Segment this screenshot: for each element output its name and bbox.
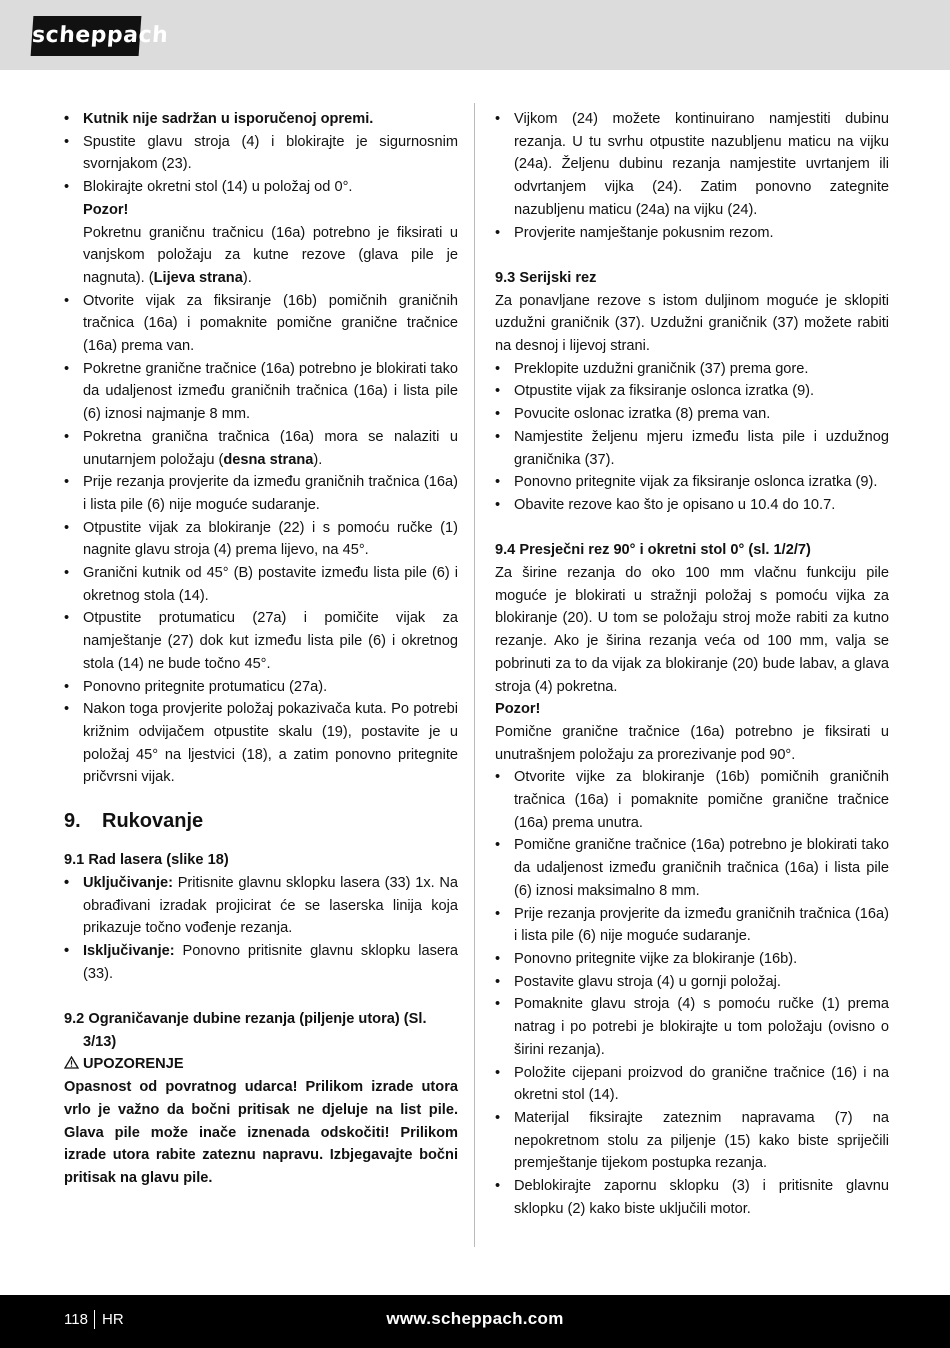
list-item: • Provjerite namještanje pokusnim rezom. xyxy=(495,224,774,241)
language-code: HR xyxy=(102,1311,124,1328)
section-heading xyxy=(64,807,458,835)
crosscut-list xyxy=(495,766,889,1220)
depth-adjust-list xyxy=(495,108,889,244)
list-item: • Ponovno pritegnite protumaticu (27a). xyxy=(64,678,328,695)
list-item: • Vijkom (24) možete kontinuirano namjestiti dubinu rezanja. U tu svrhu otpustite nazubljenu maticu na vijku (24a). Željenu dubinu rezanja namjestite uvrtanjem ili odvrtanjem vijka (24). Zatim ponovno zategnite nazubljenu maticu (24a) na vijku (24). xyxy=(495,111,889,218)
right-column xyxy=(495,108,889,1220)
page-number: 118 xyxy=(64,1311,88,1328)
list-item: • Granični kutnik od 45° (B) postavite između lista pile (6) i okretnog stola (14). xyxy=(64,565,458,604)
subsection-title-laser: 9.1 Rad lasera (slike 18) xyxy=(64,852,229,869)
list-item: • Prije rezanja provjerite da između graničnih tračnica (16a) i lista pile (6) nije moguće sudaranje. xyxy=(64,474,458,513)
left-column xyxy=(64,108,458,1190)
list-item: • Uključivanje: Pritisnite glavnu sklopku lasera (33) 1x. Na obrađivani izradak projicirat će se laserska linija koja prikazuje točno vođenje rezanja. xyxy=(64,874,458,937)
caution-label: Pozor! xyxy=(495,701,541,718)
list-item: • Blokirajte okretni stol (14) u položaj od 0°. xyxy=(64,179,353,196)
list-item: • Namjestite željenu mjeru između lista pile i uzdužnog graničnika (37). xyxy=(495,428,889,468)
subsection-title-depth: 9.2 Ograničavanje dubine rezanja (piljenje utora) (Sl. 3/13) xyxy=(64,1011,427,1050)
list-item: • Pomične granične tračnice (16a) potrebno je blokirati tako da udaljenost između graničnih tračnica (16a) i lista pile (6) iznosi maksimalno 8 mm. xyxy=(495,837,889,899)
list-item: • Pokretne granične tračnice (16a) potrebno je blokirati tako da udaljenost između graničnih tračnica (16a) i lista pile (6) iznosi najmanje 8 mm. xyxy=(64,360,458,423)
note-text: Pozor! xyxy=(83,201,129,218)
list-item: • Preklopite uzdužni graničnik (37) prema gore. xyxy=(495,360,809,377)
list-item: • Ponovno pritegnite vijak za fiksiranje oslonca izratka (9). xyxy=(495,474,878,491)
page-footer xyxy=(0,1295,950,1348)
list-item: • Spustite glavu stroja (4) i blokirajte je sigurnosnim svornjakom (23). xyxy=(64,133,458,173)
subsection-title-serial: 9.3 Serijski rez xyxy=(495,269,597,286)
list-item: • Materijal fiksirajte zateznim napravama (7) na nepokretnom stolu za piljenje (15) kako biste spriječili premještanje tijekom postupka rezanja. xyxy=(495,1109,889,1172)
list-item: • Položite cijepani proizvod do granične tračnice (16) i na okretni stol (14). xyxy=(495,1064,889,1104)
list-item: • Otpustite vijak za fiksiranje oslonca izratka (9). xyxy=(495,383,815,400)
list-item: • Pokretna granična tračnica (16a) mora se nalaziti u unutarnjem položaju (desna strana). xyxy=(64,428,458,468)
column-divider xyxy=(474,103,475,1247)
website-link[interactable]: www.scheppach.com xyxy=(386,1309,564,1328)
list-item: • Postavite glavu stroja (4) u gornji položaj. xyxy=(495,973,781,990)
caution-text: Pomične granične tračnice (16a) potrebno je fiksirati u unutrašnjem položaju za prorezivanje pod 90°. xyxy=(495,723,889,763)
left-bullet-list xyxy=(64,108,458,789)
list-item: • Pomaknite glavu stroja (4) s pomoću ručke (1) prema natrag i po potrebi je blokirajte u tom položaju (ovisno o širini rezanja). xyxy=(495,996,889,1058)
list-item: • Kutnik nije sadržan u isporučenoj opremi. xyxy=(64,111,374,127)
page-header xyxy=(0,0,950,70)
section-title: Rukovanje xyxy=(102,810,204,833)
list-item: • Nakon toga provjerite položaj pokazivača kuta. Po potrebi križnim odvijačem otpustite skalu (19), postavite je u položaj 45° na ljestvici (18), a zatim ponovno pritegnite pričvrsni vijak. xyxy=(64,701,458,786)
list-item: • Prije rezanja provjerite da između graničnih tračnica (16a) i lista pile (6) nije moguće sudaranje. xyxy=(495,905,889,945)
serial-cut-list xyxy=(495,358,889,517)
list-item: • Otpustite vijak za blokiranje (22) i s pomoću ručke (1) nagnite glavu stroja (4) prema lijevo, na 45°. xyxy=(64,519,458,559)
list-item: • Ponovno pritegnite vijke za blokiranje (16b). xyxy=(495,950,798,967)
list-item: • Otpustite protumaticu (27a) i pomičite vijak za namještanje (27) dok kut između lista pile (6) i okretnog stola (14) ne bude točno 45°. xyxy=(64,610,458,672)
scheppach-logo: scheppach xyxy=(31,16,142,56)
warning-text: Opasnost od povratnog udarca! Prilikom izrade utora vrlo je važno da bočni pritisak ne djeluje na list pile. Glava pile može inače iznenada odskočiti! Prilikom izrade utora rabite zateznu napravu. Izbjegavajte bočni pritisak na glavu pile. xyxy=(64,1079,458,1186)
subsection-title-crosscut: 9.4 Presječni rez 90° i okretni stol 0° (sl. 1/2/7) xyxy=(495,542,811,559)
list-item: • Deblokirajte zapornu sklopku (3) i pritisnite glavnu sklopku (2) kako biste uključili motor. xyxy=(495,1178,889,1217)
list-item: • Povucite oslonac izratka (8) prema van. xyxy=(495,406,771,423)
list-item: • Otvorite vijak za fiksiranje (16b) pomičnih graničnih tračnica (16a) i pomaknite pomične granične tračnice (16a) prema van. xyxy=(64,292,458,355)
note-text: Pokretnu graničnu tračnicu (16a) potrebno je fiksirati u vanjskom položaju za kutne rezove (glava pile je nagnuta). (Lijeva strana). xyxy=(83,224,458,286)
warning-triangle-icon xyxy=(64,1056,79,1069)
crosscut-text: Za širine rezanja do oko 100 mm vlačnu funkciju pile moguće je blokirati u stražnji položaj s pomoću vijka za blokiranje (20). U tom se položaju stroj može rabiti za kutno rezanje. Ako je širina rezanja veća od 100 mm, valja se pobrinuti za to da vijak za blokiranje (20) bude labav, a glava stroja (4) pokretna. xyxy=(495,565,889,695)
list-item: • Isključivanje: Ponovno pritisnite glavnu sklopku lasera (33). xyxy=(64,942,458,982)
list-item: • Obavite rezove kao što je opisano u 10.4 do 10.7. xyxy=(495,496,836,513)
list-item: • Otvorite vijke za blokiranje (16b) pomičnih graničnih tračnica (16a) i pomaknite pomične granične tračnice (16a) prema unutra. xyxy=(495,769,889,831)
warning-heading: UPOZORENJE xyxy=(64,1053,458,1076)
serial-cut-text: Za ponavljane rezove s istom duljinom moguće je sklopiti uzdužni graničnik (37). Uzdužni graničnik (37) možete rabiti na desnoj i lijevoj strani. xyxy=(495,292,889,355)
section-number: 9. xyxy=(64,810,81,833)
